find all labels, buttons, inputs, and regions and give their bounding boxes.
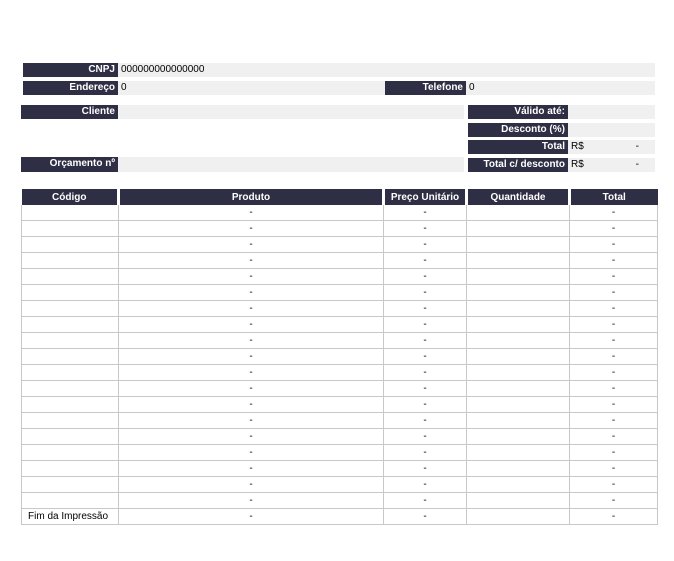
cell-quantidade[interactable] (467, 237, 570, 253)
valido-value[interactable] (568, 105, 655, 119)
cell-preco[interactable]: - (384, 317, 467, 333)
cell-quantidade[interactable] (467, 349, 570, 365)
cell-quantidade[interactable] (467, 253, 570, 269)
table-row (22, 445, 658, 461)
cell-total[interactable]: - (570, 509, 658, 525)
cell-total[interactable]: - (570, 365, 658, 381)
cell-quantidade[interactable] (467, 397, 570, 413)
cell-produto[interactable]: - (119, 333, 384, 349)
table-row (22, 349, 658, 365)
cell-codigo[interactable] (22, 461, 119, 477)
desconto-value[interactable] (568, 123, 655, 137)
total-desconto-value: - (635, 159, 639, 170)
table-row (22, 317, 658, 333)
table-row (22, 205, 658, 221)
cell-total[interactable]: - (570, 221, 658, 237)
cell-total[interactable]: - (570, 333, 658, 349)
cell-total[interactable]: - (570, 205, 658, 221)
cell-preco[interactable]: - (384, 349, 467, 365)
cell-codigo[interactable] (22, 493, 119, 509)
cell-produto[interactable]: - (119, 509, 384, 525)
column-header-produto: Produto (119, 189, 384, 205)
cell-total[interactable]: - (570, 493, 658, 509)
cell-quantidade[interactable] (467, 509, 570, 525)
cell-quantidade[interactable] (467, 317, 570, 333)
cell-total[interactable]: - (570, 397, 658, 413)
cell-preco[interactable]: - (384, 333, 467, 349)
cell-produto[interactable]: - (119, 493, 384, 509)
cell-quantidade[interactable] (467, 461, 570, 477)
cell-codigo[interactable] (22, 205, 119, 221)
cell-preco[interactable]: - (384, 509, 467, 525)
cnpj-value[interactable]: 000000000000000 (118, 63, 655, 77)
cell-total[interactable]: - (570, 429, 658, 445)
cell-codigo[interactable] (22, 397, 119, 413)
column-header-codigo: Código (22, 189, 119, 205)
table-row (22, 413, 658, 429)
cell-total[interactable]: - (570, 237, 658, 253)
orcamento-value[interactable] (118, 157, 464, 172)
column-header-quantidade: Quantidade (467, 189, 570, 205)
cell-preco[interactable]: - (384, 221, 467, 237)
table-row (22, 253, 658, 269)
table-row (22, 397, 658, 413)
cell-codigo[interactable] (22, 445, 119, 461)
total-desconto-label: Total c/ desconto (468, 158, 568, 172)
cell-preco[interactable]: - (384, 381, 467, 397)
table-row (22, 429, 658, 445)
cell-produto[interactable]: - (119, 285, 384, 301)
cell-preco[interactable]: - (384, 397, 467, 413)
table-row (22, 509, 658, 525)
cell-preco[interactable]: - (384, 493, 467, 509)
cell-total[interactable]: - (570, 461, 658, 477)
cell-total[interactable]: - (570, 301, 658, 317)
cell-total[interactable]: - (570, 253, 658, 269)
cell-quantidade[interactable] (467, 205, 570, 221)
cell-produto[interactable]: - (119, 429, 384, 445)
cell-preco[interactable]: - (384, 413, 467, 429)
column-header-preco: Preço Unitário (384, 189, 467, 205)
cell-quantidade[interactable] (467, 301, 570, 317)
table-row (22, 221, 658, 237)
cell-produto[interactable]: - (119, 445, 384, 461)
total-value-cell (568, 140, 655, 154)
cell-preco[interactable]: - (384, 445, 467, 461)
cell-produto[interactable]: - (119, 461, 384, 477)
cell-codigo[interactable]: Fim da Impressão (22, 509, 119, 525)
total-value: - (635, 141, 639, 152)
cell-codigo[interactable] (22, 349, 119, 365)
telefone-value[interactable]: 0 (466, 81, 655, 95)
column-header-total: Total (570, 189, 658, 205)
cell-produto[interactable]: - (119, 221, 384, 237)
cell-produto[interactable]: - (119, 205, 384, 221)
cell-quantidade[interactable] (467, 365, 570, 381)
valido-label: Válido até: (468, 105, 568, 119)
cell-codigo[interactable] (22, 333, 119, 349)
cell-codigo[interactable] (22, 365, 119, 381)
cell-quantidade[interactable] (467, 445, 570, 461)
cell-preco[interactable]: - (384, 477, 467, 493)
cell-total[interactable]: - (570, 413, 658, 429)
cell-produto[interactable]: - (119, 301, 384, 317)
cell-quantidade[interactable] (467, 221, 570, 237)
cell-total[interactable]: - (570, 381, 658, 397)
cliente-value[interactable] (118, 105, 464, 119)
table-header-row (22, 189, 658, 205)
cell-produto[interactable]: - (119, 397, 384, 413)
orcamento-label: Orçamento nº (21, 157, 118, 172)
table-row (22, 365, 658, 381)
table-row (22, 237, 658, 253)
cell-preco[interactable]: - (384, 237, 467, 253)
cell-codigo[interactable] (22, 253, 119, 269)
cell-preco[interactable]: - (384, 429, 467, 445)
cell-produto[interactable]: - (119, 253, 384, 269)
endereco-label: Endereço (23, 81, 118, 95)
table-row (22, 381, 658, 397)
cell-produto[interactable]: - (119, 269, 384, 285)
cell-codigo[interactable] (22, 269, 119, 285)
table-row (22, 477, 658, 493)
cell-codigo[interactable] (22, 477, 119, 493)
cell-produto[interactable]: - (119, 237, 384, 253)
cell-quantidade[interactable] (467, 333, 570, 349)
cell-total[interactable]: - (570, 317, 658, 333)
cnpj-label: CNPJ (23, 63, 118, 77)
cell-preco[interactable]: - (384, 253, 467, 269)
cell-quantidade[interactable] (467, 477, 570, 493)
cell-preco[interactable]: - (384, 365, 467, 381)
cell-produto[interactable]: - (119, 317, 384, 333)
items-table (21, 189, 658, 525)
cell-total[interactable]: - (570, 445, 658, 461)
cell-total[interactable]: - (570, 477, 658, 493)
table-row (22, 333, 658, 349)
cell-produto[interactable]: - (119, 381, 384, 397)
total-desconto-currency: R$ (571, 159, 584, 170)
cell-codigo[interactable] (22, 237, 119, 253)
cell-preco[interactable]: - (384, 285, 467, 301)
cell-preco[interactable]: - (384, 205, 467, 221)
cell-produto[interactable]: - (119, 477, 384, 493)
cell-produto[interactable]: - (119, 413, 384, 429)
cell-preco[interactable]: - (384, 461, 467, 477)
telefone-label: Telefone (385, 81, 466, 95)
cell-quantidade[interactable] (467, 285, 570, 301)
cell-quantidade[interactable] (467, 381, 570, 397)
cell-codigo[interactable] (22, 317, 119, 333)
cell-codigo[interactable] (22, 429, 119, 445)
table-row (22, 461, 658, 477)
cell-total[interactable]: - (570, 285, 658, 301)
table-row (22, 269, 658, 285)
table-row (22, 493, 658, 509)
cell-total[interactable]: - (570, 269, 658, 285)
total-label: Total (468, 140, 568, 154)
cell-total[interactable]: - (570, 349, 658, 365)
cell-codigo[interactable] (22, 413, 119, 429)
cell-codigo[interactable] (22, 285, 119, 301)
cell-produto[interactable]: - (119, 349, 384, 365)
cliente-label: Cliente (21, 105, 118, 119)
total-desconto-value-cell (568, 158, 655, 172)
table-body (22, 205, 658, 525)
total-currency: R$ (571, 141, 584, 152)
cell-quantidade[interactable] (467, 429, 570, 445)
cell-codigo[interactable] (22, 221, 119, 237)
cell-quantidade[interactable] (467, 413, 570, 429)
table-row (22, 285, 658, 301)
endereco-value[interactable]: 0 (118, 81, 385, 95)
table-row (22, 301, 658, 317)
cell-quantidade[interactable] (467, 493, 570, 509)
cell-quantidade[interactable] (467, 269, 570, 285)
cell-preco[interactable]: - (384, 301, 467, 317)
cell-codigo[interactable] (22, 301, 119, 317)
cell-codigo[interactable] (22, 381, 119, 397)
cell-produto[interactable]: - (119, 365, 384, 381)
cell-preco[interactable]: - (384, 269, 467, 285)
desconto-label: Desconto (%) (468, 123, 568, 137)
